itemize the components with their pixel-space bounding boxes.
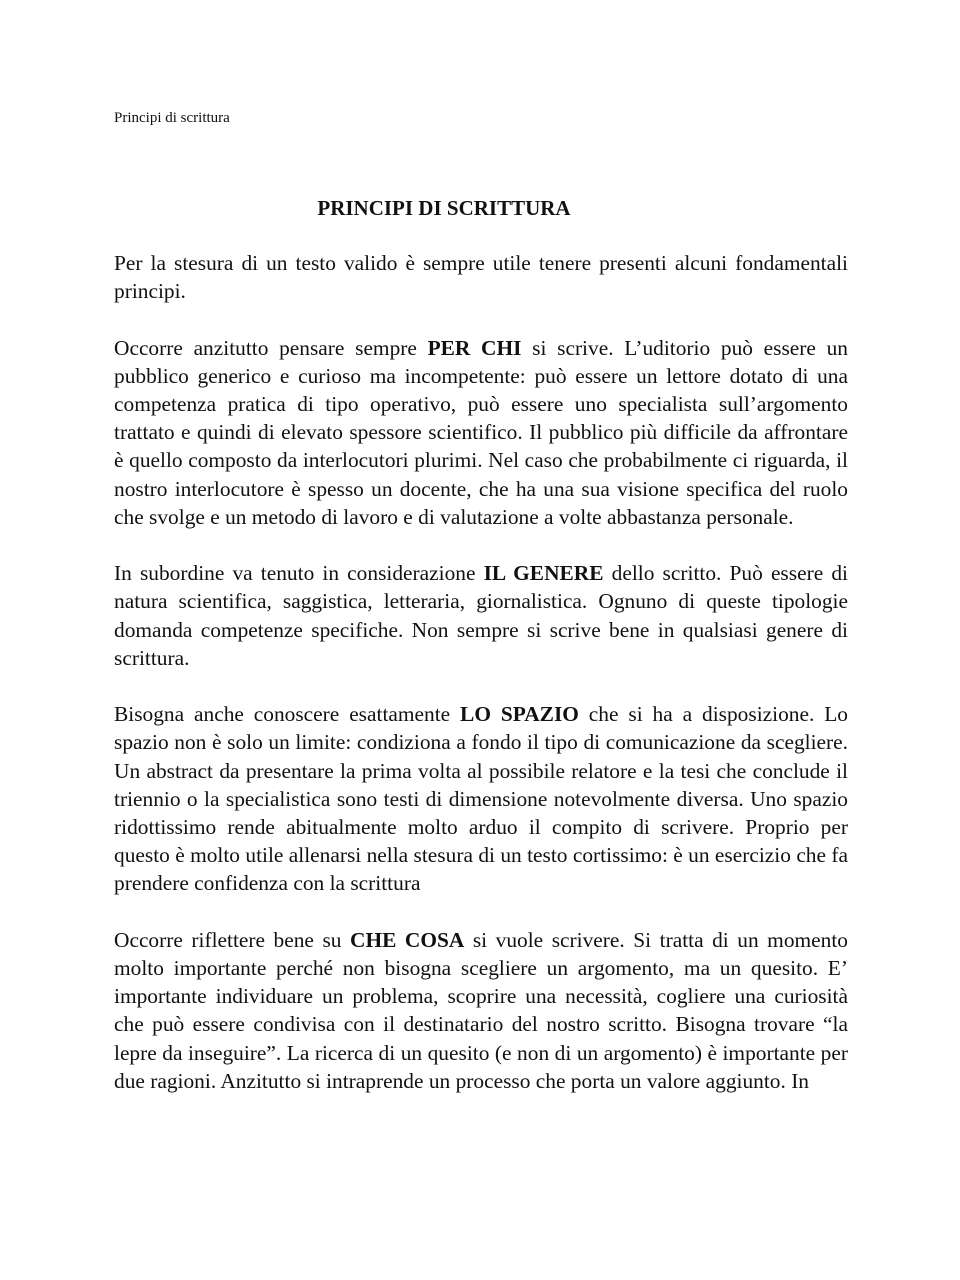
paragraph-lo-spazio: [114, 700, 848, 897]
paragraph-text: Occorre anzitutto pensare sempre: [114, 335, 428, 360]
keyword-per-chi: PER CHI: [427, 335, 522, 360]
paragraph-text: Per la stesura di un testo valido è sempre utile tenere presenti alcuni fondamentali principi.: [114, 251, 848, 304]
paragraph-text: In subordine va tenuto in considerazione: [114, 561, 484, 586]
paragraph-per-chi: [114, 334, 848, 531]
running-header: Principi di scrittura: [114, 110, 230, 126]
paragraph-text: Occorre riflettere bene su: [114, 927, 351, 952]
paragraph-text: si scrive. L’uditorio può essere un pubblico generico e curioso ma incompetente: può essere un lettore dotato di una competenza pratica di tipo operativo, può essere uno specialista sull’argomento trattato e quindi di elevato spessore scientifico. Il pubblico più difficile da affrontare è quello composto da interlocutori plurimi. Nel caso che probabilmente ci riguarda, il nostro interlocutore è spesso un docente, che ha una sua visione specifica del ruolo che svolge e un metodo di lavoro e di valutazione a volte abbastanza personale.: [114, 335, 848, 529]
paragraph-intro: [114, 249, 848, 305]
paragraph-text: si vuole scrivere. Si tratta di un momento molto importante perché non bisogna scegliere un argomento, ma un quesito. E’ importante individuare un problema, scoprire una necessità, cogliere una curiosità che può essere condivisa con il destinatario del nostro scritto. Bisogna trovare “la lepre da inseguire”. La ricerca di un quesito (e non di un argomento) è importante per due ragioni. Anzitutto si intraprende un processo che porta un valore aggiunto. In: [114, 927, 848, 1093]
document-body: [114, 249, 848, 1123]
keyword-il-genere: IL GENERE: [483, 561, 604, 586]
paragraph-il-genere: [114, 559, 848, 672]
paragraph-text: che si ha a disposizione. Lo spazio non è solo un limite: condiziona a fondo il tipo di comunicazione da scegliere. Un abstract da presentare la prima volta al possibile relatore e la tesi che conclude il triennio o la specialistica sono testi di dimensione notevolmente diversa. Uno spazio ridottissimo rende abitualmente molto arduo il compito di scrivere. Proprio per questo è molto utile allenarsi nella stesura di un testo cortissimo: è un esercizio che fa prendere confidenza con la scrittura: [114, 702, 848, 896]
keyword-lo-spazio: LO SPAZIO: [460, 702, 579, 727]
paragraph-che-cosa: [114, 926, 848, 1095]
document-title: PRINCIPI DI SCRITTURA: [317, 196, 571, 220]
paragraph-text: dello scritto. Può essere di natura scientifica, saggistica, letteraria, giornalistica. Ognuno di queste tipologie domanda competenze specifiche. Non sempre si scrive bene in qualsiasi genere di scrittura.: [114, 561, 848, 670]
keyword-che-cosa: CHE COSA: [350, 927, 465, 952]
paragraph-text: Bisogna anche conoscere esattamente: [114, 702, 461, 727]
